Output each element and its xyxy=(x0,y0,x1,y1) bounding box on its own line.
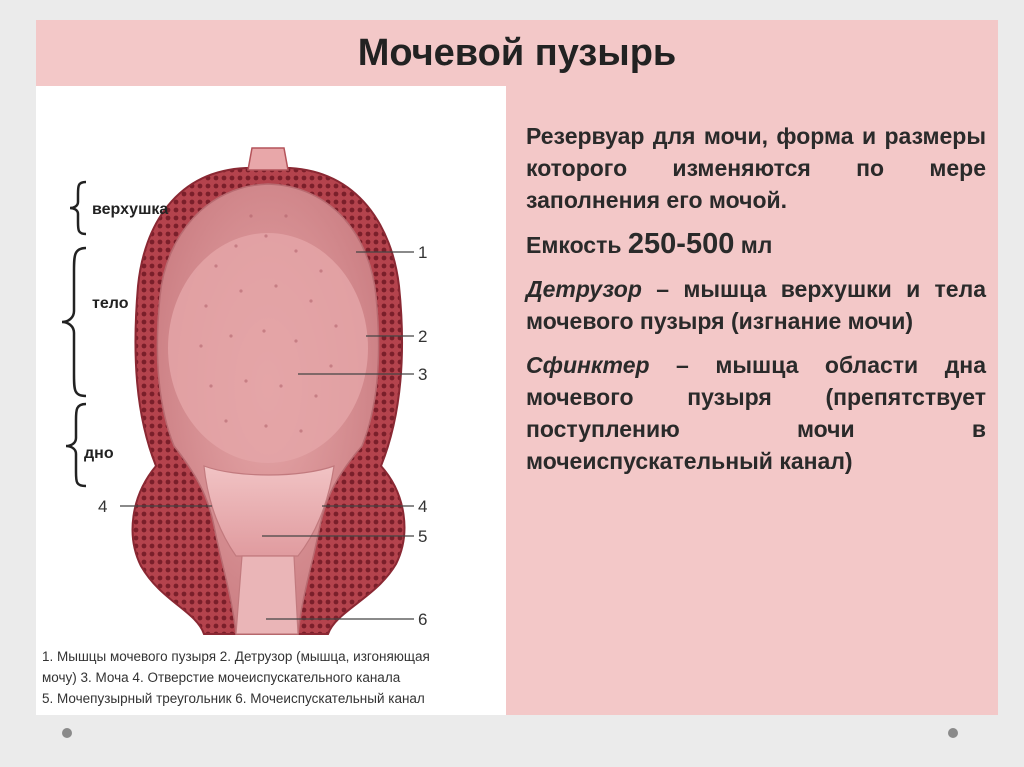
label-number-2: 2 xyxy=(418,327,428,346)
region-label-fundus: дно xyxy=(84,445,114,462)
detrusor-paragraph xyxy=(526,273,986,337)
urethra xyxy=(236,556,298,634)
label-number-6: 6 xyxy=(418,610,428,629)
slide xyxy=(36,20,998,715)
label-number-3: 3 xyxy=(418,365,428,384)
slide-nav-dot-right xyxy=(948,728,958,738)
brace-apex xyxy=(70,182,86,234)
capacity-paragraph xyxy=(526,228,986,261)
capacity-value: 250-500 xyxy=(627,228,735,260)
bladder-urine xyxy=(168,233,368,463)
label-number-4-left: 4 xyxy=(98,497,108,516)
figure-caption xyxy=(42,646,502,709)
sphincter-term: Сфинктер xyxy=(526,352,650,378)
brace-body xyxy=(62,248,86,396)
capacity-unit: мл xyxy=(734,232,773,258)
sphincter-paragraph xyxy=(526,349,986,477)
caption-line-3: 5. Мочепузырный треугольник 6. Мочеиспускательный канал xyxy=(42,691,425,706)
brace-fundus xyxy=(66,404,86,486)
label-number-4-right: 4 xyxy=(418,497,428,516)
region-label-apex: верхушка xyxy=(92,201,169,218)
label-number-1: 1 xyxy=(418,243,428,262)
region-braces xyxy=(62,182,86,486)
sphincter-text: – мышца области дна мочевого пузыря (препятствует поступлению мочи в мочеиспускательный канал) xyxy=(526,352,986,474)
bladder-diagram xyxy=(36,86,506,646)
slide-nav-dot-left xyxy=(62,728,72,738)
bladder-illustration-panel xyxy=(36,86,506,715)
region-label-body: тело xyxy=(92,295,129,312)
bladder-apex xyxy=(248,148,288,170)
capacity-label: Емкость xyxy=(526,232,628,258)
description-panel xyxy=(526,120,986,489)
caption-line-2: мочу) 3. Моча 4. Отверстие мочеиспускательного канала xyxy=(42,670,401,685)
caption-line-1: 1. Мышцы мочевого пузыря 2. Детрузор (мышца, изгоняющая xyxy=(42,649,430,664)
label-number-5: 5 xyxy=(418,527,428,546)
slide-title: Мочевой пузырь xyxy=(357,32,677,74)
description-paragraph: Резервуар для мочи, форма и размеры которого изменяются по мере заполнения его мочой. xyxy=(526,123,986,213)
detrusor-term: Детрузор xyxy=(526,276,642,302)
detrusor-text: – мышца верхушки и тела мочевого пузыря (изгнание мочи) xyxy=(526,276,986,334)
